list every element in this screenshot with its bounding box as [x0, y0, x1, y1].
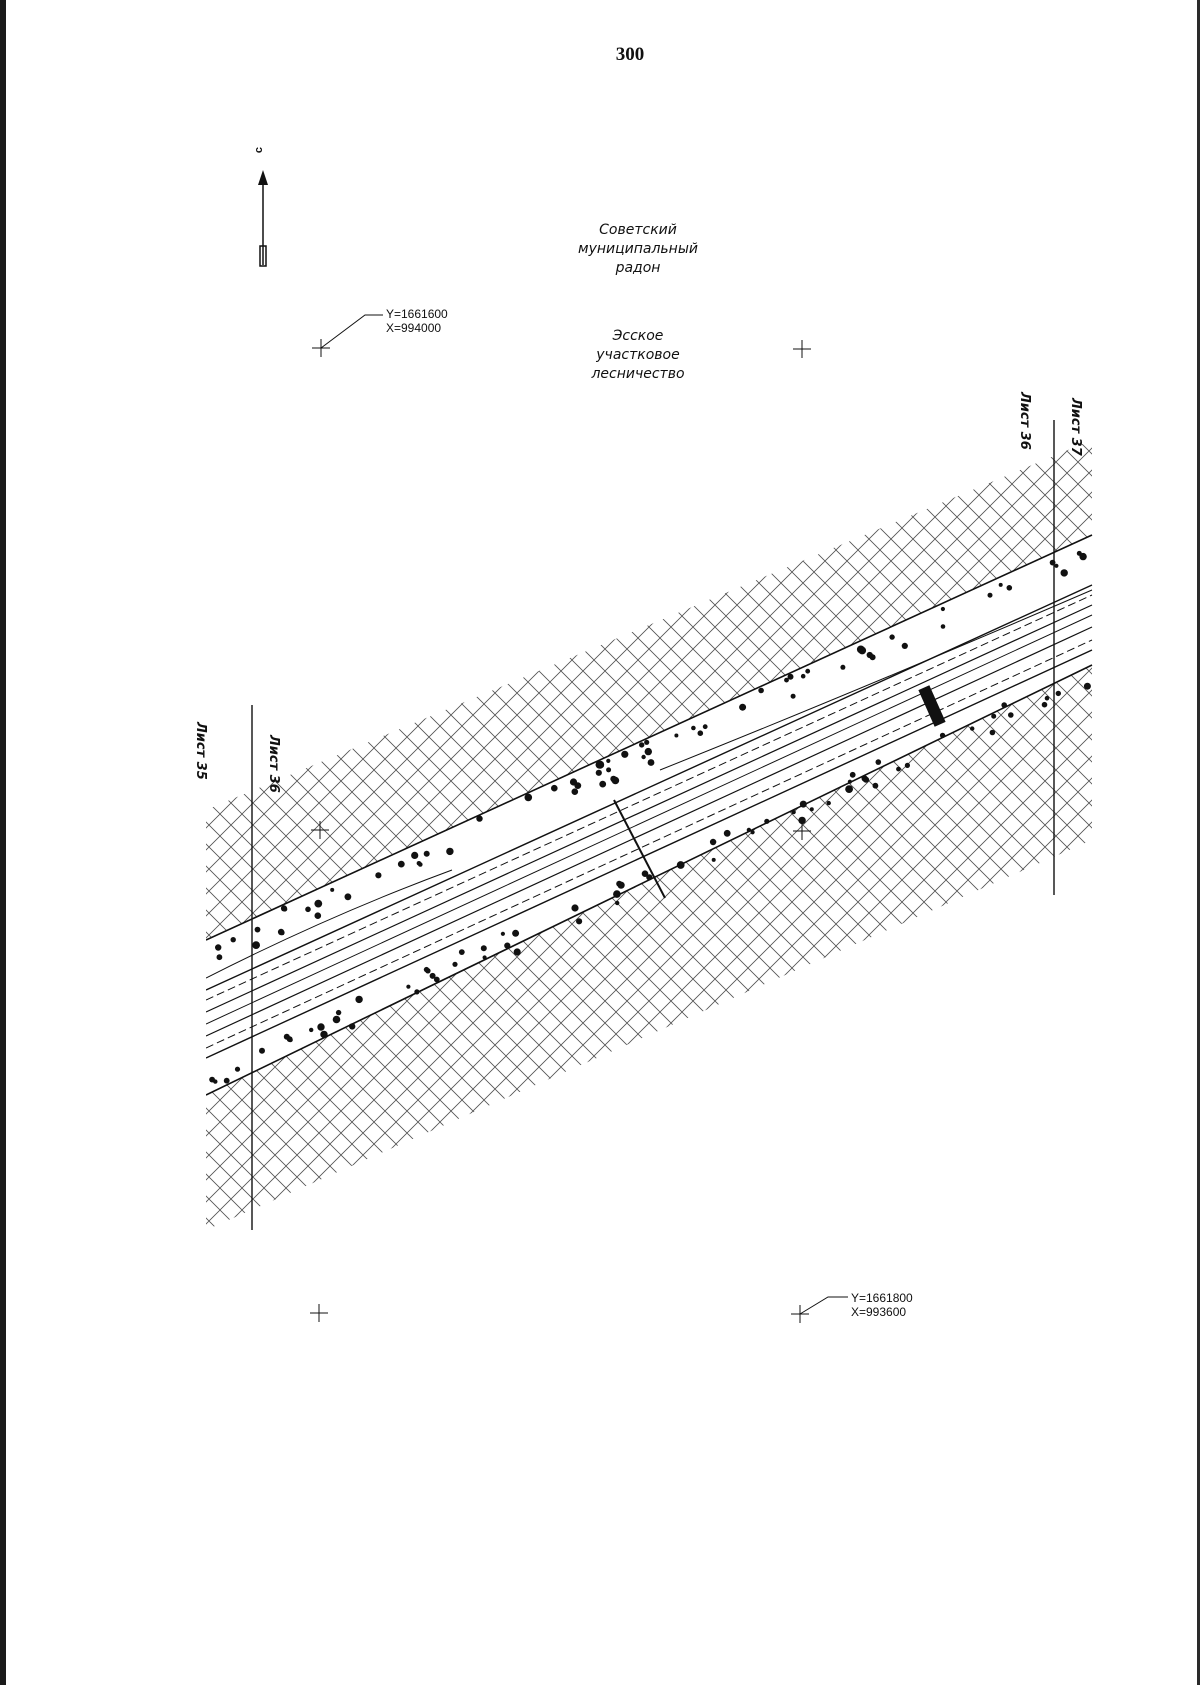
tree-dot — [235, 1067, 240, 1072]
tree-dot — [674, 734, 678, 738]
tree-dot — [710, 839, 716, 845]
tree-dot — [406, 985, 410, 989]
tree-dot — [991, 714, 996, 719]
tree-dot — [330, 888, 334, 892]
tree-dot — [758, 688, 764, 694]
tree-dot — [375, 872, 381, 878]
tree-dot — [259, 1048, 265, 1054]
tree-dot — [336, 1010, 341, 1015]
tree-dot — [739, 704, 746, 711]
tree-dot — [525, 794, 533, 802]
tree-dot — [514, 948, 521, 955]
tree-dot — [613, 890, 621, 898]
tree-dot — [320, 1031, 327, 1038]
tree-dot — [747, 828, 751, 832]
tree-dot — [876, 759, 882, 765]
tree-dot — [283, 907, 288, 912]
forestry-label-line: Эсское — [612, 328, 664, 344]
tree-dot — [905, 763, 910, 768]
tree-dot — [810, 807, 814, 811]
tree-dot — [504, 943, 510, 949]
tree-dot — [988, 593, 993, 598]
forestry-label-line: лесничество — [591, 366, 685, 382]
tree-dot — [621, 751, 628, 758]
tree-dot — [1081, 555, 1086, 560]
tree-dot — [724, 830, 731, 837]
tree-dot — [691, 726, 696, 731]
tree-dot — [784, 678, 789, 683]
tree-dot — [999, 583, 1003, 587]
coordinate-label-nw — [386, 307, 448, 335]
tree-dot — [349, 1023, 355, 1029]
tree-dot — [858, 647, 866, 655]
tree-dot — [870, 654, 876, 660]
tree-dot — [345, 893, 352, 900]
page-number: 300 — [615, 44, 645, 65]
tree-dot — [596, 770, 602, 776]
tree-dot — [801, 674, 806, 679]
tree-dot — [641, 755, 645, 759]
tree-dot — [1042, 702, 1048, 708]
tree-dot — [615, 901, 619, 905]
coordinate-leader-se — [800, 1297, 848, 1314]
tree-dot — [452, 962, 457, 967]
tree-dot — [845, 785, 853, 793]
tree-dot — [217, 954, 223, 960]
tree-dot — [572, 788, 579, 795]
tree-dot — [896, 767, 901, 772]
tree-dot — [850, 772, 856, 778]
north-letter: c — [253, 146, 266, 154]
coordinate-x: X=993600 — [851, 1305, 907, 1319]
tree-dot — [481, 945, 487, 951]
tree-dot — [791, 694, 796, 699]
tree-dot — [231, 937, 236, 942]
tree-dot — [644, 740, 649, 745]
tree-dot — [840, 665, 845, 670]
tree-dot — [314, 900, 322, 908]
tree-dot — [873, 783, 879, 789]
tree-dot — [800, 801, 807, 808]
coordinate-label-se — [851, 1291, 913, 1319]
tree-dot — [483, 955, 487, 959]
tree-dot — [606, 767, 611, 772]
tree-dot — [645, 748, 652, 755]
tree-dot — [551, 785, 558, 792]
tree-dot — [902, 643, 908, 649]
tree-dot — [355, 996, 362, 1003]
tree-dot — [333, 1016, 341, 1024]
tree-dot — [1008, 712, 1014, 718]
tree-dot — [1084, 683, 1091, 690]
tree-dot — [596, 761, 604, 769]
sheet-label-right-inner: Лист 36 — [1017, 392, 1032, 450]
tree-dot — [805, 669, 810, 674]
tree-dot — [224, 1078, 230, 1084]
tree-dot — [648, 759, 655, 766]
tree-dot — [411, 852, 418, 859]
coordinate-y: Y=1661800 — [851, 1291, 913, 1305]
tree-dot — [571, 904, 578, 911]
forestry-label — [538, 327, 738, 384]
tree-dot — [424, 851, 430, 857]
sheet-label-left-inner: Лист 36 — [266, 735, 281, 793]
district-label-line: радон — [615, 260, 661, 276]
tree-dot — [764, 819, 769, 824]
tree-dot — [255, 927, 261, 933]
tree-dot — [459, 949, 465, 955]
tree-dot — [639, 742, 644, 747]
forestry-label-line: участковое — [596, 347, 680, 363]
tree-dot — [618, 882, 625, 889]
tree-dot — [213, 1079, 217, 1083]
tree-dot — [414, 989, 419, 994]
tree-dot — [941, 607, 945, 611]
tree-dot — [612, 777, 620, 785]
tree-dot — [712, 858, 716, 862]
tree-dot — [574, 782, 581, 789]
tree-dot — [512, 930, 519, 937]
tree-dot — [646, 874, 652, 880]
tree-dot — [606, 759, 610, 763]
north-arrow-icon — [258, 170, 268, 266]
tree-dot — [1056, 691, 1061, 696]
tree-dot — [1001, 702, 1007, 708]
coordinate-y: Y=1661600 — [386, 307, 448, 321]
tree-dot — [252, 941, 260, 949]
coordinate-x: X=994000 — [386, 321, 442, 335]
tree-dot — [751, 830, 755, 834]
tree-dot — [970, 726, 974, 730]
tree-dot — [599, 781, 606, 788]
tree-dot — [398, 861, 405, 868]
tree-dot — [280, 930, 285, 935]
tree-dot — [1061, 569, 1068, 576]
tree-dot — [990, 730, 996, 736]
tree-dot — [827, 801, 831, 805]
tree-dot — [576, 918, 582, 924]
tree-dot — [501, 932, 505, 936]
tree-dot — [418, 862, 423, 867]
tree-dot — [476, 815, 482, 821]
tree-dot — [434, 977, 440, 983]
tree-dot — [677, 861, 685, 869]
tree-dot — [1050, 560, 1056, 566]
tree-dot — [863, 777, 869, 783]
sheet-label-right-outer: Лист 37 — [1068, 398, 1083, 456]
tree-dot — [317, 1023, 324, 1030]
tree-dot — [305, 907, 311, 913]
tree-dot — [791, 810, 795, 814]
tree-dot — [309, 1028, 313, 1032]
tree-dot — [1054, 564, 1058, 568]
tree-dot — [1045, 696, 1050, 701]
tree-dot — [425, 968, 430, 973]
tree-dot — [215, 944, 221, 950]
tree-dot — [848, 780, 852, 784]
district-label — [538, 221, 738, 278]
tree-dot — [288, 1038, 292, 1042]
coordinate-leader-nw — [321, 315, 383, 348]
sheet-label-left-outer: Лист 35 — [193, 722, 208, 780]
tree-dot — [315, 912, 322, 919]
tree-dot — [889, 634, 894, 639]
district-label-line: муниципальный — [578, 241, 698, 257]
tree-dot — [698, 730, 704, 736]
tree-dot — [941, 624, 946, 629]
tree-dot — [703, 724, 708, 729]
tree-dot — [446, 848, 453, 855]
tree-dot — [1007, 585, 1013, 591]
district-label-line: Советский — [599, 222, 677, 238]
tree-dot — [940, 733, 945, 738]
